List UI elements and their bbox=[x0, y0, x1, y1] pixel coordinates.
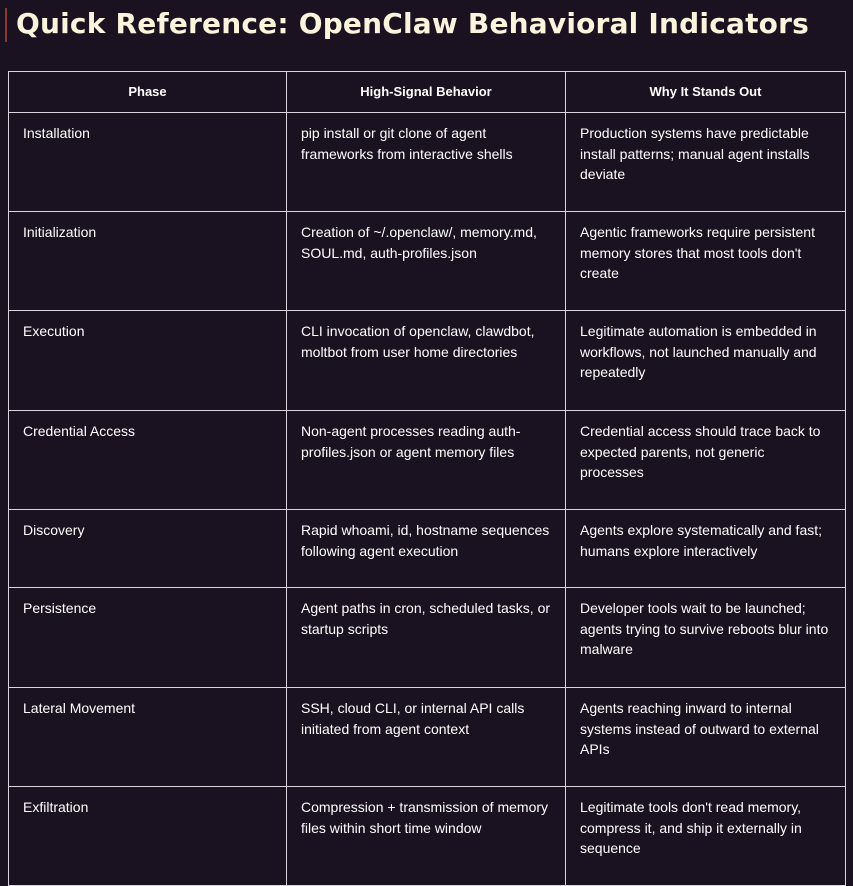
phase-cell: Exfiltration bbox=[9, 787, 287, 886]
table-row bbox=[9, 510, 846, 588]
behavior-cell: SSH, cloud CLI, or internal API calls initiated from agent context bbox=[287, 688, 566, 787]
why-cell: Agents reaching inward to internal systems instead of outward to external APIs bbox=[566, 688, 846, 787]
behavior-cell: Agent paths in cron, scheduled tasks, or startup scripts bbox=[287, 588, 566, 688]
page-title: Quick Reference: OpenClaw Behavioral Indicators bbox=[16, 7, 809, 40]
table-row bbox=[9, 113, 846, 212]
phase-cell: Lateral Movement bbox=[9, 688, 287, 787]
why-cell: Developer tools wait to be launched; agents trying to survive reboots blur into malware bbox=[566, 588, 846, 688]
behavior-cell: pip install or git clone of agent frameworks from interactive shells bbox=[287, 113, 566, 212]
behavior-cell: Compression + transmission of memory files within short time window bbox=[287, 787, 566, 886]
title-accent-bar bbox=[5, 8, 7, 42]
table-row bbox=[9, 212, 846, 311]
behavior-cell: Creation of ~/.openclaw/, memory.md, SOUL.md, auth-profiles.json bbox=[287, 212, 566, 311]
behavior-cell: CLI invocation of openclaw, clawdbot, moltbot from user home directories bbox=[287, 311, 566, 411]
table-row bbox=[9, 588, 846, 688]
phase-cell: Initialization bbox=[9, 212, 287, 311]
column-header-phase: Phase bbox=[9, 72, 287, 113]
column-header-why: Why It Stands Out bbox=[566, 72, 846, 113]
table-row bbox=[9, 411, 846, 510]
why-cell: Agentic frameworks require persistent memory stores that most tools don't create bbox=[566, 212, 846, 311]
behavior-cell: Non-agent processes reading auth-profiles.json or agent memory files bbox=[287, 411, 566, 510]
reference-table bbox=[8, 71, 846, 886]
phase-cell: Persistence bbox=[9, 588, 287, 688]
column-header-behavior: High-Signal Behavior bbox=[287, 72, 566, 113]
why-cell: Production systems have predictable install patterns; manual agent installs deviate bbox=[566, 113, 846, 212]
table-header-row bbox=[9, 72, 846, 113]
behavior-cell: Rapid whoami, id, hostname sequences following agent execution bbox=[287, 510, 566, 588]
phase-cell: Discovery bbox=[9, 510, 287, 588]
table-row bbox=[9, 688, 846, 787]
phase-cell: Execution bbox=[9, 311, 287, 411]
why-cell: Legitimate automation is embedded in workflows, not launched manually and repeatedly bbox=[566, 311, 846, 411]
why-cell: Credential access should trace back to expected parents, not generic processes bbox=[566, 411, 846, 510]
why-cell: Legitimate tools don't read memory, compress it, and ship it externally in sequence bbox=[566, 787, 846, 886]
why-cell: Agents explore systematically and fast; humans explore interactively bbox=[566, 510, 846, 588]
table-row bbox=[9, 311, 846, 411]
table-row bbox=[9, 787, 846, 886]
phase-cell: Credential Access bbox=[9, 411, 287, 510]
phase-cell: Installation bbox=[9, 113, 287, 212]
